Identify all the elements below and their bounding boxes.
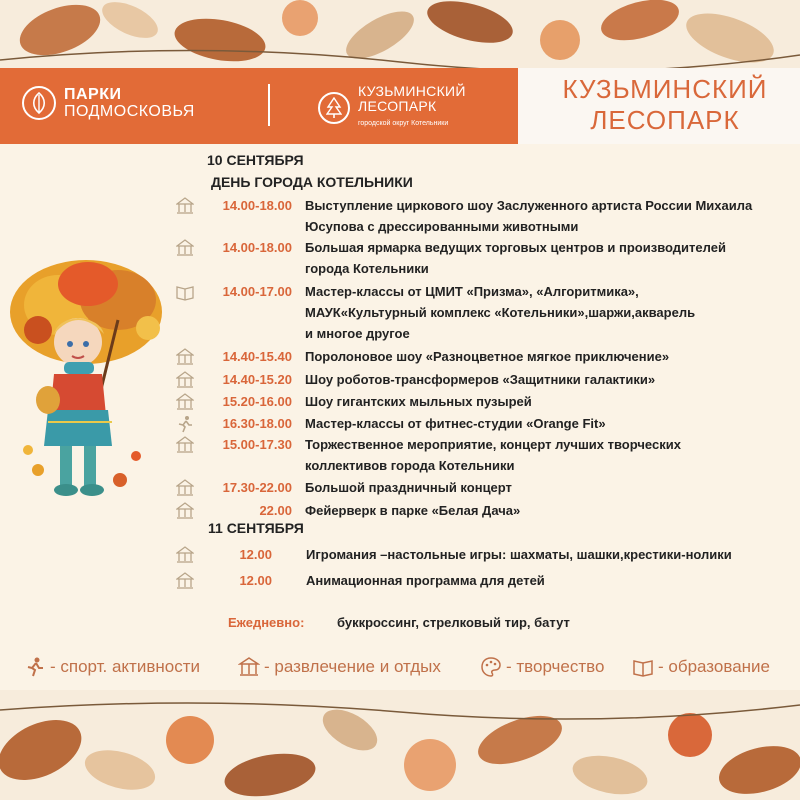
palette-icon (480, 656, 502, 678)
event-description (305, 369, 655, 390)
event-description (305, 434, 681, 476)
event-description-line: МАУК«Культурный комплекс «Котельники»,шаржи,акварель (305, 305, 696, 320)
legend-sport (24, 656, 200, 678)
carousel-icon (176, 348, 194, 366)
event-time: 14.40-15.40 (222, 349, 292, 364)
legend-education (632, 656, 770, 678)
tree-icon (318, 92, 350, 124)
event-description-line: Шоу гигантских мыльных пузырей (305, 394, 532, 409)
event-description (305, 413, 606, 434)
carousel-icon (176, 502, 194, 520)
park-title-line2: ЛЕСОПАРК (590, 105, 740, 135)
day1-date: 10 СЕНТЯБРЯ (207, 152, 304, 168)
parks-logo (22, 86, 195, 120)
runner-icon (24, 656, 46, 678)
event-description (305, 500, 520, 521)
event-time: 14.40-15.20 (222, 372, 292, 387)
legend-education-label: - образование (658, 657, 770, 676)
event-description (306, 544, 732, 565)
event-time: 12.00 (239, 547, 272, 562)
event-time: 17.30-22.00 (222, 480, 292, 495)
girl-with-umbrella-illustration (8, 250, 178, 510)
carousel-icon (176, 479, 194, 497)
logo-divider (268, 84, 270, 126)
leaf-icon (22, 86, 56, 120)
event-description (305, 281, 695, 344)
event-description-line: Анимационная программа для детей (306, 573, 545, 588)
event-description-line: Выступление циркового шоу Заслуженного артиста России Михаила (305, 198, 753, 213)
event-description-line: Фейерверк в парке «Белая Дача» (305, 503, 521, 518)
park-title (540, 74, 790, 136)
carousel-icon (176, 197, 194, 215)
event-description-line: Большая ярмарка ведущих торговых центров и производителей (305, 240, 726, 255)
event-description-line: Мастер-классы от фитнес-студии «Orange Fit» (305, 416, 606, 431)
carousel-icon (176, 371, 194, 389)
carousel-icon (238, 656, 260, 678)
carousel-icon (176, 393, 194, 411)
event-time: 14.00-18.00 (222, 240, 292, 255)
logo2-line3: городской округ Котельники (358, 120, 449, 127)
event-description-line: и многое другое (305, 326, 410, 341)
event-description-line: коллективов города Котельники (305, 458, 515, 473)
event-time: 15.20-16.00 (222, 394, 292, 409)
logo2-line2: ЛЕСОПАРК (358, 98, 437, 114)
logo1-line1: ПАРКИ (64, 86, 122, 103)
forest-park-logo (318, 84, 466, 131)
event-description (305, 237, 726, 279)
legend-entertainment (238, 656, 441, 678)
legend-creativity (480, 656, 604, 678)
event-description (305, 346, 669, 367)
event-description (305, 477, 512, 498)
event-description-line: Мастер-классы от ЦМИТ «Призма», «Алгоритмика», (305, 284, 639, 299)
floral-decoration-top (0, 0, 800, 68)
carousel-icon (176, 436, 194, 454)
legend-sport-label: - спорт. активности (50, 657, 200, 676)
event-description (305, 195, 752, 237)
event-description-line: Юсупова с дрессированными животными (305, 219, 579, 234)
event-time: 14.00-17.00 (222, 284, 292, 299)
runner-icon (176, 415, 194, 433)
daily-label: Ежедневно: (228, 615, 305, 630)
event-time: 16.30-18.00 (222, 416, 292, 431)
day2-date: 11 СЕНТЯБРЯ (208, 520, 304, 536)
logo1-line2: ПОДМОСКОВЬЯ (64, 103, 195, 120)
book-icon (176, 283, 194, 301)
park-title-line1: КУЗЬМИНСКИЙ (562, 74, 768, 104)
event-description-line: Большой праздничный концерт (305, 480, 512, 495)
event-description-line: Игромания –настольные игры: шахматы, шашки,крестики-нолики (306, 547, 732, 562)
event-time: 15.00-17.30 (222, 437, 292, 452)
legend-entertainment-label: - развлечение и отдых (264, 657, 441, 676)
event-description (305, 391, 532, 412)
event-description-line: города Котельники (305, 261, 429, 276)
floral-decoration-bottom (0, 690, 800, 800)
event-description-line: Поролоновое шоу «Разноцветное мягкое приключение» (305, 349, 670, 364)
logo2-line1: КУЗЬМИНСКИЙ (358, 83, 466, 99)
book-icon (632, 656, 654, 678)
day1-title: ДЕНЬ ГОРОДА КОТЕЛЬНИКИ (211, 174, 413, 190)
event-description-line: Шоу роботов-трансформеров «Защитники галактики» (305, 372, 656, 387)
event-description-line: Торжественное мероприятие, концерт лучших творческих (305, 437, 681, 452)
event-time: 22.00 (259, 503, 292, 518)
carousel-icon (176, 239, 194, 257)
daily-text: буккроссинг, стрелковый тир, батут (337, 615, 570, 630)
legend-creativity-label: - творчество (506, 657, 605, 676)
event-time: 14.00-18.00 (222, 198, 292, 213)
event-time: 12.00 (239, 573, 272, 588)
event-description (306, 570, 545, 591)
